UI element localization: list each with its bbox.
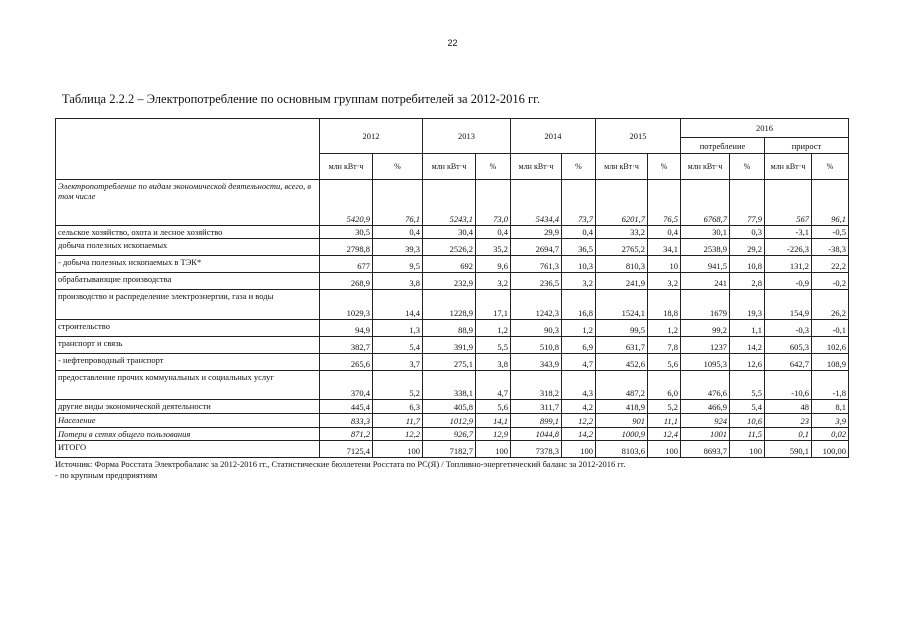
- value-cell: 29,2: [730, 239, 765, 256]
- value-cell: 76,1: [373, 180, 423, 226]
- value-cell: 88,9: [423, 320, 476, 337]
- value-cell: 5,5: [476, 337, 511, 354]
- value-cell: 8103,6: [596, 441, 648, 458]
- value-cell: 18,8: [648, 290, 681, 320]
- value-cell: 4,2: [562, 400, 596, 414]
- value-cell: 232,9: [423, 273, 476, 290]
- value-cell: 510,8: [511, 337, 562, 354]
- value-cell: 590,1: [765, 441, 812, 458]
- row-label: другие виды экономической деятельности: [56, 400, 320, 414]
- value-cell: 11,5: [730, 428, 765, 441]
- value-cell: -3,1: [765, 226, 812, 239]
- value-cell: 12,9: [476, 428, 511, 441]
- header-year-2013: 2013: [423, 119, 511, 154]
- value-cell: -0,9: [765, 273, 812, 290]
- value-cell: 1237: [681, 337, 730, 354]
- value-cell: 926,7: [423, 428, 476, 441]
- value-cell: 7182,7: [423, 441, 476, 458]
- value-cell: 14,2: [730, 337, 765, 354]
- value-cell: 871,2: [320, 428, 373, 441]
- unit-header-percent: %: [730, 154, 765, 180]
- table-notes: [55, 459, 848, 481]
- unit-header-mln-kwh: млн кВт·ч: [596, 154, 648, 180]
- value-cell: 8693,7: [681, 441, 730, 458]
- value-cell: 5420,9: [320, 180, 373, 226]
- value-cell: -38,3: [812, 239, 849, 256]
- value-cell: 12,2: [562, 414, 596, 428]
- footnote: - по крупным предприятиям: [55, 470, 158, 480]
- value-cell: 6,9: [562, 337, 596, 354]
- value-cell: 29,9: [511, 226, 562, 239]
- value-cell: 5,2: [373, 371, 423, 400]
- value-cell: 2765,2: [596, 239, 648, 256]
- value-cell: 1,2: [476, 320, 511, 337]
- value-cell: 14,1: [476, 414, 511, 428]
- value-cell: 318,2: [511, 371, 562, 400]
- value-cell: 10,6: [730, 414, 765, 428]
- value-cell: 12,4: [648, 428, 681, 441]
- header-year-2016: 2016: [681, 119, 849, 138]
- value-cell: 39,3: [373, 239, 423, 256]
- unit-header-mln-kwh: млн кВт·ч: [423, 154, 476, 180]
- value-cell: 405,8: [423, 400, 476, 414]
- unit-header-percent: %: [476, 154, 511, 180]
- value-cell: 924: [681, 414, 730, 428]
- value-cell: 5,5: [730, 371, 765, 400]
- value-cell: 0,4: [476, 226, 511, 239]
- page-number: 22: [447, 38, 458, 48]
- value-cell: 77,9: [730, 180, 765, 226]
- table-row: [56, 180, 849, 226]
- table-row: [56, 354, 849, 371]
- row-label: строительство: [56, 320, 320, 337]
- value-cell: 391,9: [423, 337, 476, 354]
- value-cell: 14,2: [562, 428, 596, 441]
- value-cell: 10,8: [730, 256, 765, 273]
- value-cell: 10,3: [562, 256, 596, 273]
- value-cell: 311,7: [511, 400, 562, 414]
- value-cell: 1679: [681, 290, 730, 320]
- value-cell: 677: [320, 256, 373, 273]
- value-cell: 2694,7: [511, 239, 562, 256]
- row-label: обрабатывающие производства: [56, 273, 320, 290]
- value-cell: 0,3: [730, 226, 765, 239]
- value-cell: 5,6: [648, 354, 681, 371]
- table-row: [56, 273, 849, 290]
- table-row: [56, 256, 849, 273]
- value-cell: -0,5: [812, 226, 849, 239]
- value-cell: 99,5: [596, 320, 648, 337]
- value-cell: 1,2: [562, 320, 596, 337]
- header-blank-cell: [56, 119, 320, 180]
- value-cell: 33,2: [596, 226, 648, 239]
- table-caption: Таблица 2.2.2 – Электропотребление по основным группам потребителей за 2012-2016 гг.: [62, 92, 540, 106]
- unit-header-percent: %: [812, 154, 849, 180]
- value-cell: 35,2: [476, 239, 511, 256]
- value-cell: 76,5: [648, 180, 681, 226]
- value-cell: 1524,1: [596, 290, 648, 320]
- value-cell: 30,4: [423, 226, 476, 239]
- table-row: [56, 226, 849, 239]
- table-row: [56, 400, 849, 414]
- value-cell: 11,1: [648, 414, 681, 428]
- value-cell: 3,9: [812, 414, 849, 428]
- value-cell: 5,4: [373, 337, 423, 354]
- value-cell: 7378,3: [511, 441, 562, 458]
- header-year-2012: 2012: [320, 119, 423, 154]
- value-cell: 4,3: [562, 371, 596, 400]
- value-cell: 5434,4: [511, 180, 562, 226]
- value-cell: -0,1: [812, 320, 849, 337]
- value-cell: 1095,3: [681, 354, 730, 371]
- value-cell: 0,4: [648, 226, 681, 239]
- value-cell: 567: [765, 180, 812, 226]
- value-cell: 9,5: [373, 256, 423, 273]
- value-cell: 100: [562, 441, 596, 458]
- value-cell: 100,00: [812, 441, 849, 458]
- value-cell: 241: [681, 273, 730, 290]
- table-row: [56, 337, 849, 354]
- value-cell: 899,1: [511, 414, 562, 428]
- table-row: [56, 371, 849, 400]
- value-cell: 1044,8: [511, 428, 562, 441]
- value-cell: 0,02: [812, 428, 849, 441]
- value-cell: 343,9: [511, 354, 562, 371]
- value-cell: 96,1: [812, 180, 849, 226]
- row-label: - нефтепроводный транспорт: [56, 354, 320, 371]
- value-cell: 941,5: [681, 256, 730, 273]
- value-cell: 338,1: [423, 371, 476, 400]
- value-cell: 1,3: [373, 320, 423, 337]
- value-cell: 1228,9: [423, 290, 476, 320]
- value-cell: 445,4: [320, 400, 373, 414]
- value-cell: 16,8: [562, 290, 596, 320]
- table-row: [56, 239, 849, 256]
- value-cell: 30,1: [681, 226, 730, 239]
- value-cell: 452,6: [596, 354, 648, 371]
- value-cell: 236,5: [511, 273, 562, 290]
- value-cell: 605,3: [765, 337, 812, 354]
- value-cell: 5,6: [476, 400, 511, 414]
- value-cell: 94,9: [320, 320, 373, 337]
- value-cell: 73,0: [476, 180, 511, 226]
- value-cell: 0,4: [562, 226, 596, 239]
- value-cell: 4,7: [562, 354, 596, 371]
- value-cell: 8,1: [812, 400, 849, 414]
- value-cell: 108,9: [812, 354, 849, 371]
- row-label: ИТОГО: [56, 441, 320, 458]
- value-cell: 3,2: [562, 273, 596, 290]
- value-cell: 100: [648, 441, 681, 458]
- table-row: [56, 290, 849, 320]
- value-cell: 275,1: [423, 354, 476, 371]
- table-row: [56, 414, 849, 428]
- value-cell: 5,4: [730, 400, 765, 414]
- row-label: добыча полезных ископаемых: [56, 239, 320, 256]
- row-label: производство и распределение электроэнергии, газа и воды: [56, 290, 320, 320]
- value-cell: 10: [648, 256, 681, 273]
- unit-header-percent: %: [648, 154, 681, 180]
- unit-header-percent: %: [562, 154, 596, 180]
- value-cell: 5,2: [648, 400, 681, 414]
- value-cell: 19,3: [730, 290, 765, 320]
- row-label: - добыча полезных ископаемых в ТЭК*: [56, 256, 320, 273]
- value-cell: 466,9: [681, 400, 730, 414]
- value-cell: 17,1: [476, 290, 511, 320]
- value-cell: 3,7: [373, 354, 423, 371]
- value-cell: 34,1: [648, 239, 681, 256]
- value-cell: 30,5: [320, 226, 373, 239]
- unit-header-mln-kwh: млн кВт·ч: [765, 154, 812, 180]
- value-cell: 3,2: [476, 273, 511, 290]
- value-cell: -0,3: [765, 320, 812, 337]
- table-row: [56, 428, 849, 441]
- consumption-table: [55, 118, 849, 458]
- value-cell: 22,2: [812, 256, 849, 273]
- value-cell: 761,3: [511, 256, 562, 273]
- value-cell: -10,6: [765, 371, 812, 400]
- value-cell: 11,7: [373, 414, 423, 428]
- table-row: [56, 320, 849, 337]
- value-cell: 36,5: [562, 239, 596, 256]
- value-cell: 12,6: [730, 354, 765, 371]
- value-cell: 810,3: [596, 256, 648, 273]
- value-cell: 100: [373, 441, 423, 458]
- unit-header-mln-kwh: млн кВт·ч: [681, 154, 730, 180]
- table-row: [56, 441, 849, 458]
- value-cell: 9,6: [476, 256, 511, 273]
- value-cell: 6768,7: [681, 180, 730, 226]
- value-cell: 0,4: [373, 226, 423, 239]
- value-cell: 631,7: [596, 337, 648, 354]
- value-cell: 1029,3: [320, 290, 373, 320]
- value-cell: 2,8: [730, 273, 765, 290]
- value-cell: 268,9: [320, 273, 373, 290]
- value-cell: 3,8: [373, 273, 423, 290]
- value-cell: 1,1: [730, 320, 765, 337]
- row-label: транспорт и связь: [56, 337, 320, 354]
- value-cell: 6,3: [373, 400, 423, 414]
- unit-header-percent: %: [373, 154, 423, 180]
- value-cell: 48: [765, 400, 812, 414]
- value-cell: -226,3: [765, 239, 812, 256]
- value-cell: 692: [423, 256, 476, 273]
- value-cell: 2526,2: [423, 239, 476, 256]
- value-cell: 26,2: [812, 290, 849, 320]
- table-container: [55, 118, 848, 481]
- row-label: сельское хозяйство, охота и лесное хозяйство: [56, 226, 320, 239]
- value-cell: 1000,9: [596, 428, 648, 441]
- value-cell: 265,6: [320, 354, 373, 371]
- value-cell: 6201,7: [596, 180, 648, 226]
- value-cell: 99,2: [681, 320, 730, 337]
- value-cell: 0,1: [765, 428, 812, 441]
- header-2016-consumption: потребление: [681, 138, 765, 154]
- value-cell: 418,9: [596, 400, 648, 414]
- value-cell: 3,2: [648, 273, 681, 290]
- row-label: Потери в сетях общего пользования: [56, 428, 320, 441]
- value-cell: 1242,3: [511, 290, 562, 320]
- value-cell: 100: [730, 441, 765, 458]
- value-cell: 3,8: [476, 354, 511, 371]
- value-cell: 6,0: [648, 371, 681, 400]
- header-2016-growth: прирост: [765, 138, 849, 154]
- value-cell: 131,2: [765, 256, 812, 273]
- value-cell: 1012,9: [423, 414, 476, 428]
- value-cell: 154,9: [765, 290, 812, 320]
- value-cell: 370,4: [320, 371, 373, 400]
- value-cell: 7125,4: [320, 441, 373, 458]
- header-year-2015: 2015: [596, 119, 681, 154]
- value-cell: 833,3: [320, 414, 373, 428]
- value-cell: 2798,8: [320, 239, 373, 256]
- value-cell: 23: [765, 414, 812, 428]
- row-label: Электропотребление по видам экономической деятельности, всего, в том числе: [56, 180, 320, 226]
- value-cell: 241,9: [596, 273, 648, 290]
- value-cell: 901: [596, 414, 648, 428]
- value-cell: 102,6: [812, 337, 849, 354]
- row-label: Население: [56, 414, 320, 428]
- source-note: Источник: Форма Росстата Электробаланс за 2012-2016 гг., Статистические бюллетени Росстата по РС(Я) / Топливно-энергетический баланс за 2012-2016 гг.: [55, 459, 626, 469]
- value-cell: 7,8: [648, 337, 681, 354]
- value-cell: 73,7: [562, 180, 596, 226]
- value-cell: -0,2: [812, 273, 849, 290]
- value-cell: 5243,1: [423, 180, 476, 226]
- value-cell: 4,7: [476, 371, 511, 400]
- value-cell: 14,4: [373, 290, 423, 320]
- value-cell: -1,8: [812, 371, 849, 400]
- value-cell: 487,2: [596, 371, 648, 400]
- header-year-2014: 2014: [511, 119, 596, 154]
- value-cell: 476,6: [681, 371, 730, 400]
- value-cell: 100: [476, 441, 511, 458]
- unit-header-mln-kwh: млн кВт·ч: [320, 154, 373, 180]
- row-label: предоставление прочих коммунальных и социальных услуг: [56, 371, 320, 400]
- unit-header-mln-kwh: млн кВт·ч: [511, 154, 562, 180]
- value-cell: 1,2: [648, 320, 681, 337]
- value-cell: 642,7: [765, 354, 812, 371]
- value-cell: 90,3: [511, 320, 562, 337]
- value-cell: 382,7: [320, 337, 373, 354]
- value-cell: 12,2: [373, 428, 423, 441]
- value-cell: 2538,9: [681, 239, 730, 256]
- value-cell: 1001: [681, 428, 730, 441]
